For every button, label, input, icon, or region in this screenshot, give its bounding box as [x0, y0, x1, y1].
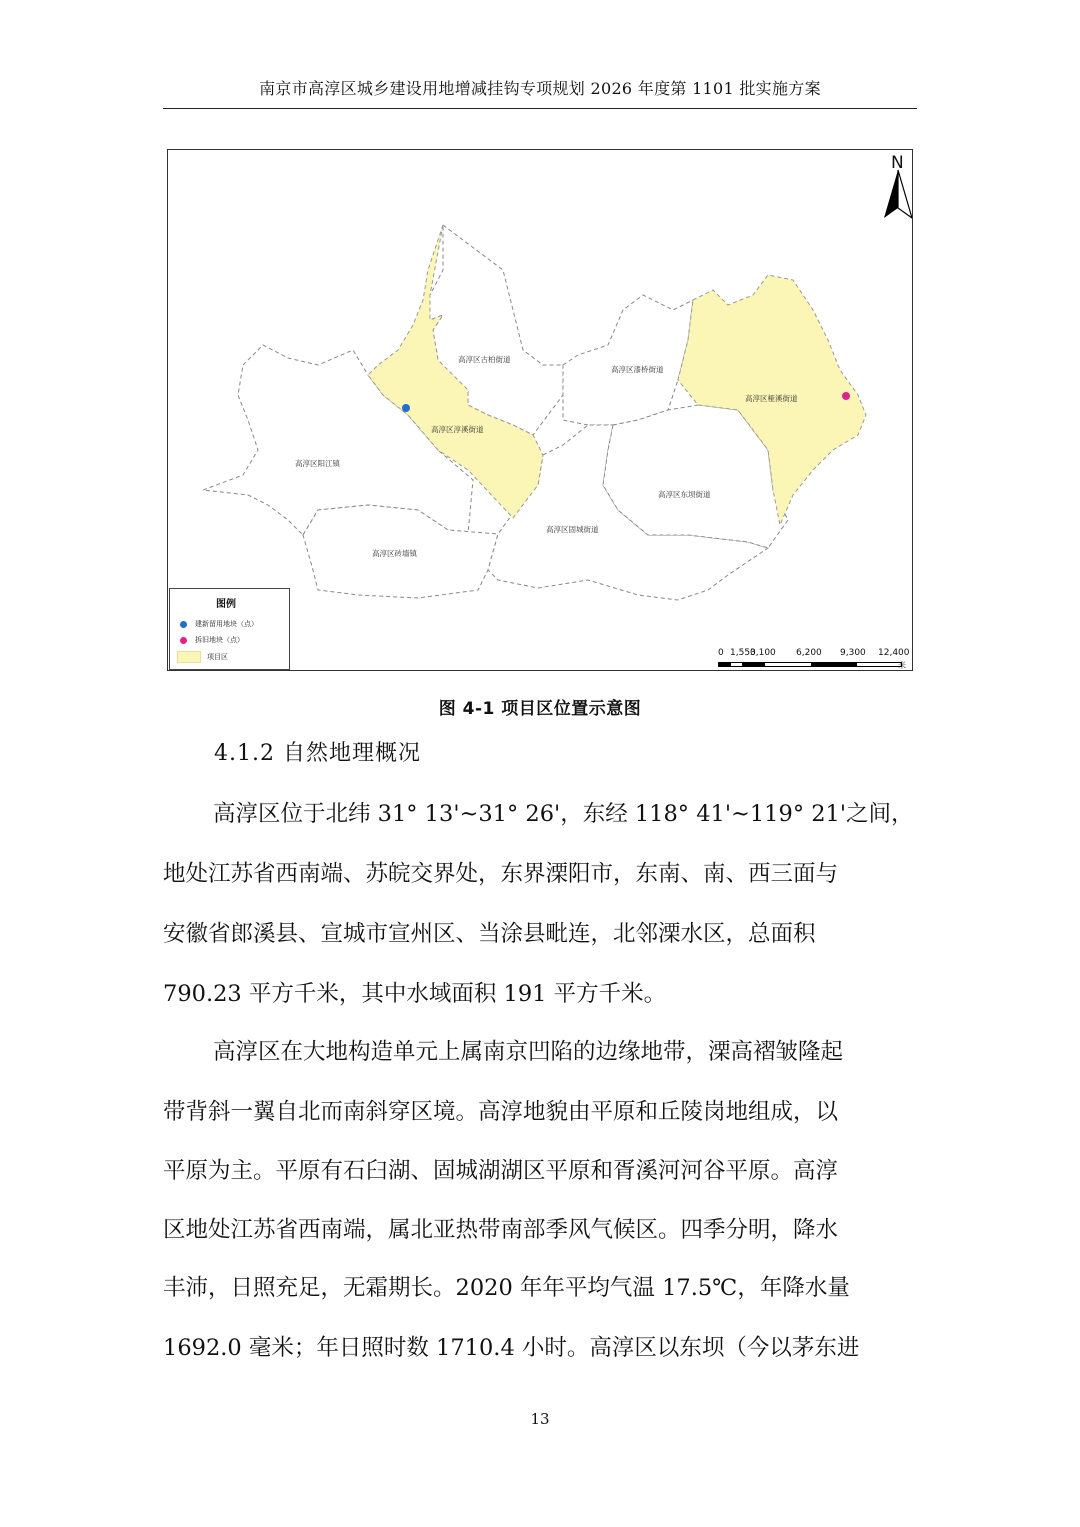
- scale-label: 3,100: [750, 648, 776, 658]
- legend-title: 图例: [216, 599, 236, 610]
- district-qiqiao: [563, 295, 693, 425]
- north-arrow-icon: [884, 170, 912, 218]
- label-yangjiang: 高淳区阳江镇: [295, 459, 340, 468]
- label-gubai: 高淳区古柏街道: [458, 355, 511, 364]
- new-plot-marker[interactable]: [402, 404, 410, 412]
- legend-item-demolish-plot: [180, 635, 244, 645]
- page-number: 13: [530, 1410, 550, 1428]
- paragraph-line: 790.23 平方千米，其中水域面积 191 平方千米。: [163, 981, 667, 1007]
- legend-label: 项目区: [207, 653, 228, 661]
- page-header: 南京市高淳区城乡建设用地增减挂钩专项规划 2026 年度第 1101 批实施方案: [259, 79, 821, 98]
- legend-label: 拆旧地块（点）: [195, 636, 244, 644]
- scale-unit: 米: [898, 661, 906, 670]
- paragraph-line: 安徽省郎溪县、宣城市宣州区、当涂县毗连，北邻溧水区，总面积: [163, 921, 816, 947]
- label-chunxi: 高淳区淳溪街道: [431, 425, 484, 434]
- legend-label: 建新留用地块（点）: [195, 620, 258, 628]
- scale-bar: [718, 648, 910, 670]
- legend-item-project-area: [180, 651, 228, 663]
- scale-labels: [718, 648, 910, 660]
- header-rule: [163, 108, 917, 109]
- label-yaxi: 高淳区桠溪街道: [745, 394, 798, 403]
- label-qiqiao: 高淳区漆桥街道: [611, 365, 664, 374]
- figure-caption: 图 4-1 项目区位置示意图: [438, 699, 642, 719]
- section-heading: 4.1.2 自然地理概况: [214, 741, 421, 766]
- label-dongba: 高淳区东坝街道: [658, 490, 711, 499]
- paragraph-line: 地处江苏省西南端、苏皖交界处，东界溧阳市，东南、南、西三面与: [163, 861, 839, 887]
- demolish-plot-marker[interactable]: [842, 392, 850, 400]
- label-gucheng: 高淳区固城街道: [546, 525, 599, 534]
- north-label: N: [891, 153, 904, 173]
- scale-label: 1,550: [730, 648, 756, 658]
- paragraph-line: 丰沛，日照充足，无霜期长。2020 年年平均气温 17.5℃，年降水量: [163, 1275, 850, 1301]
- paragraph-line: 带背斜一翼自北而南斜穿区境。高淳地貌由平原和丘陵岗地组成，以: [163, 1099, 839, 1125]
- paragraph-line: 1692.0 毫米；年日照时数 1710.4 小时。高淳区以东坝（今以茅东进: [163, 1335, 860, 1361]
- magenta-dot-icon: [180, 637, 187, 644]
- legend-item-new-plot: [180, 619, 258, 629]
- scale-label: 12,400: [878, 648, 910, 658]
- scale-label: 0: [718, 648, 724, 658]
- scale-label: 9,300: [840, 648, 866, 658]
- location-map: [167, 149, 913, 671]
- yellow-swatch-icon: [177, 651, 201, 663]
- paragraph-line: 高淳区在大地构造单元上属南京凹陷的边缘地带，溧高褶皱隆起: [213, 1039, 844, 1065]
- scale-ruler: [718, 662, 902, 667]
- paragraph-line: 区地处江苏省西南端，属北亚热带南部季风气候区。四季分明，降水: [163, 1217, 839, 1243]
- paragraph-line: 平原为主。平原有石臼湖、固城湖湖区平原和胥溪河河谷平原。高淳: [163, 1158, 839, 1184]
- map-legend: [169, 588, 290, 670]
- label-zhuanqiang: 高淳区砖墙镇: [372, 549, 417, 558]
- scale-label: 6,200: [796, 648, 822, 658]
- paragraph-line: 高淳区位于北纬 31° 13'~31° 26'，东经 118° 41'~119° 21'之间，: [213, 801, 914, 827]
- blue-dot-icon: [180, 621, 187, 628]
